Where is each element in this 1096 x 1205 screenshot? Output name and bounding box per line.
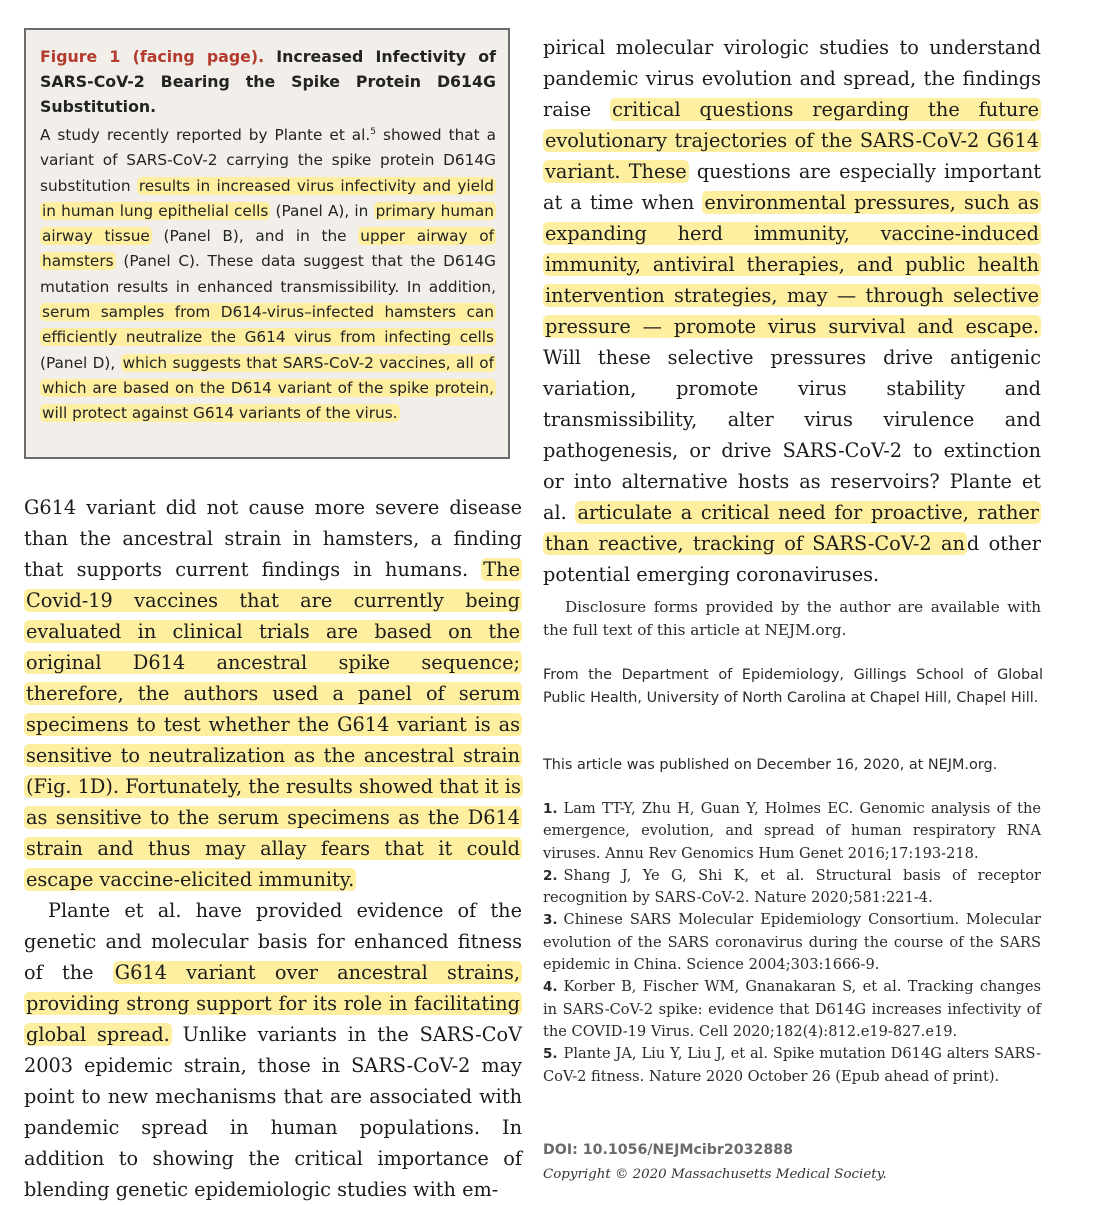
body-text: questions are especially important at a time when — [543, 160, 1041, 214]
copyright-notice: Copyright © 2020 Massachusetts Medical Society. — [543, 1167, 887, 1182]
doi-link[interactable]: DOI: 10.1056/NEJMcibr2032888 — [543, 1142, 794, 1158]
reference-superscript: 5 — [370, 126, 377, 137]
highlighted-text: serum samples from D614-virus–infected hamsters can efficiently neutralize the G614 virus from infecting cells — [42, 303, 494, 347]
highlighted-text: The Covid-19 vaccines that are currently being evaluated in clinical trials are based on the original D614 ancestral spike sequence; therefore, the authors used a panel of serum specimens to test whether the G614 variant is as sensitive to neutralization as the ancestral strain (Fig. 1D). Fortunately, the results showed that it is as sensitive to the serum specimens as the D614 strain and thus may allay fears that it could escape vaccine-elicited immunity. — [26, 558, 521, 891]
reference-item — [543, 1043, 1041, 1088]
highlighted-text: which suggests that SARS-CoV-2 vaccines, all of which are based on the D614 variant of the spike protein, will protect against G614 variants of the virus. — [42, 353, 494, 423]
reference-text: Korber B, Fischer WM, Gnanakaran S, et al. Tracking changes in SARS-CoV-2 spike: evidence that D614G increases infectivity of the COVID-19 Virus. Cell 2020;182(4):812.e19-827.e19. — [543, 978, 1041, 1040]
caption-text: (Panel B), and in the — [151, 227, 359, 246]
right-column — [543, 32, 1041, 590]
reference-number: 1. — [543, 801, 558, 817]
highlighted-text: G614 variant over ancestral strains, providing strong support for its role in facilitating global spread. — [26, 961, 520, 1046]
figure-label: Figure 1 (facing page). — [40, 47, 265, 66]
highlighted-text: environmental pressures, such as expanding herd immunity, vaccine-induced immunity, antiviral therapies, and public health intervention strategies, may — through selective pressure — promote virus survival and escape. — [545, 191, 1039, 338]
body-paragraph — [24, 492, 522, 895]
caption-text: showed that a variant of SARS-CoV-2 carrying the spike protein D614G substitution — [40, 126, 497, 195]
reference-number: 4. — [543, 979, 558, 996]
body-text: Will these selective pressures drive antigenic variation, promote virus stability and transmissibility, alter virus virulence and pathogenesis, or drive SARS-CoV-2 to extinction or into alternative hosts as reservoirs? Plante et al. — [543, 346, 1041, 524]
reference-text: Shang J, Ye G, Shi K, et al. Structural basis of receptor recognition by SARS-CoV-2. Nature 2020;581:221-4. — [543, 866, 1041, 907]
figure-title-text: Increased Infectivity of SARS-CoV-2 Bearing the Spike Protein D614G Substitution. — [40, 47, 496, 116]
body-text: Unlike variants in the SARS-CoV 2003 epidemic strain, those in SARS-CoV-2 may point to new mechanisms that are associated with pandemic spread in human populations. In addition to showing the critical importance of blending genetic epidemiologic studies with em- — [24, 1023, 522, 1201]
caption-text: (Panel A), in — [270, 201, 374, 220]
publication-note: This article was published on December 16, 2020, at NEJM.org. — [543, 757, 998, 773]
body-text: G614 variant did not cause more severe disease than the ancestral strain in hamsters, a finding that supports current findings in humans. — [24, 496, 522, 581]
figure-caption-text — [40, 123, 496, 427]
disclosure-note: Disclosure forms provided by the author are available with the full text of this article at NEJM.org. — [543, 598, 1041, 639]
highlighted-text: primary human airway tissue — [42, 201, 494, 246]
figure-title — [40, 44, 496, 119]
body-text: d other potential emerging coronaviruses. — [543, 532, 1041, 586]
caption-text: (Panel C). These data suggest that the D614G mutation results in enhanced transmissibility. In addition, — [40, 252, 496, 296]
highlighted-text: critical questions regarding the future evolutionary trajectories of the SARS-CoV-2 G614 variant. These — [545, 98, 1039, 183]
reference-item — [543, 976, 1041, 1043]
body-paragraph — [543, 32, 1041, 590]
reference-text: Plante JA, Liu Y, Liu J, et al. Spike mutation D614G alters SARS-CoV-2 fitness. Nature 2020 October 26 (Epub ahead of print). — [543, 1045, 1041, 1085]
caption-text: A study recently reported by Plante et al. — [40, 126, 371, 144]
body-paragraph — [24, 895, 522, 1205]
reference-number: 5. — [543, 1046, 558, 1063]
highlighted-text: articulate a critical need for proactive, rather than reactive, tracking of SARS-CoV-2 an — [545, 501, 1039, 555]
reference-number: 2. — [543, 867, 558, 884]
body-text: pirical molecular virologic studies to understand pandemic virus evolution and spread, the findings raise — [543, 36, 1041, 121]
reference-text: Lam TT-Y, Zhu H, Guan Y, Holmes EC. Genomic analysis of the emergence, evolution, and spread of human respiratory RNA viruses. Annu Rev Genomics Hum Genet 2016;17:193-218. — [543, 800, 1041, 862]
caption-text: (Panel D), — [40, 353, 121, 372]
reference-list — [543, 798, 1041, 1088]
reference-item — [543, 798, 1041, 865]
reference-item — [543, 909, 1041, 976]
body-text: Plante et al. have provided evidence of the genetic and molecular basis for enhanced fitness of the — [24, 899, 522, 984]
reference-text: Chinese SARS Molecular Epidemiology Consortium. Molecular evolution of the SARS coronavirus during the course of the SARS epidemic in China. Science 2004;303:1666-9. — [543, 911, 1041, 974]
figure-caption-box — [24, 28, 510, 459]
reference-number: 3. — [543, 912, 558, 929]
author-affiliation: From the Department of Epidemiology, Gillings School of Global Public Health, University of North Carolina at Chapel Hill, Chapel Hill. — [543, 667, 1043, 706]
left-column — [24, 492, 522, 1205]
highlighted-text: results in increased virus infectivity and yield in human lung epithelial cells — [42, 176, 494, 220]
reference-item — [543, 865, 1041, 910]
highlighted-text: upper airway of hamsters — [42, 227, 495, 271]
